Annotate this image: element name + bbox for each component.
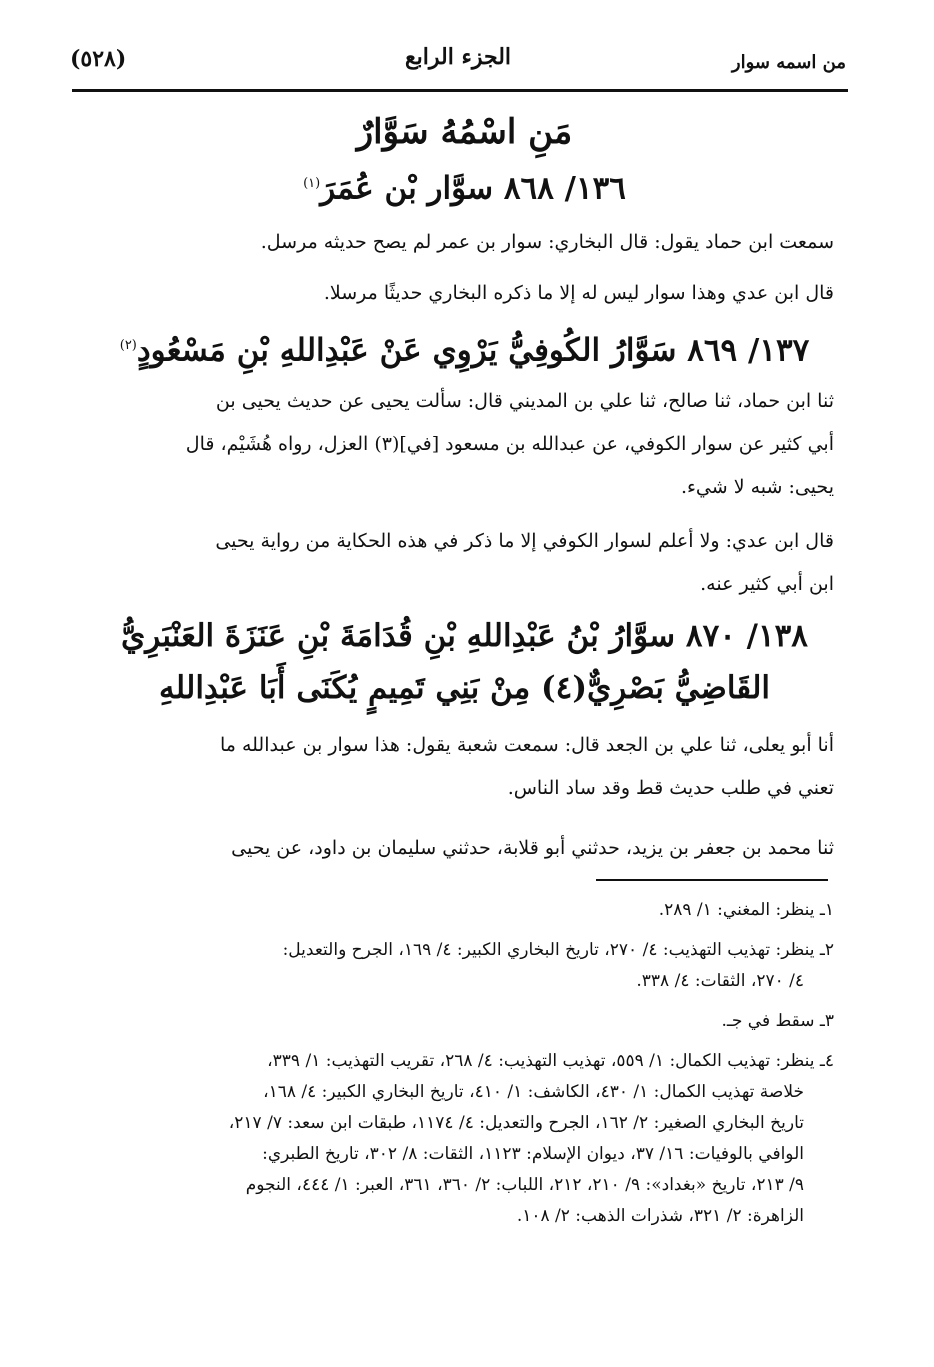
footnote-line: ١ـ ينظر: المغني: ١/ ٢٨٩. — [658, 900, 834, 920]
entry-heading-line: القَاضِيُّ بَصْرِيٌّ(٤) مِنْ بَنِي تَمِيمٍ يُكَنَى أَبَا عَبْدِاللهِ — [158, 670, 771, 706]
footnotes — [92, 895, 834, 1241]
entry-heading-137 — [95, 320, 834, 376]
text-line: ثنا محمد بن جعفر بن يزيد، حدثني أبو قلابة، حدثني سليمان بن داود، عن يحيى — [231, 837, 834, 859]
footnote-line: ٢ـ ينظر: تهذيب التهذيب: ٤/ ٢٧٠، تاريخ البخاري الكبير: ٤/ ١٦٩، الجرح والتعديل: — [282, 940, 834, 960]
text-line: ثنا ابن حماد، ثنا صالح، ثنا علي بن المديني قال: سألت يحيى عن حديث يحيى بن — [215, 390, 834, 412]
footnote-line: ٤ـ ينظر: تهذيب الكمال: ١/ ٥٥٩، تهذيب التهذيب: ٤/ ٢٦٨، تقريب التهذيب: ١/ ٣٣٩، — [267, 1051, 834, 1071]
volume-title: الجزء الرابع — [404, 44, 512, 70]
page-number: (٥٢٨) — [70, 46, 127, 72]
footnote-line: تاريخ البخاري الصغير: ٢/ ١٦٢، الجرح والتعديل: ٤/ ١١٧٤، طبقات ابن سعد: ٧/ ٢١٧، — [228, 1113, 804, 1133]
section-title: من اسمه سوار — [731, 52, 846, 73]
footnote-line: الوافي بالوفيات: ١٦/ ٣٧، ديوان الإسلام: ١١٢٣، الثقات: ٨/ ٣٠٢، تاريخ الطبري: — [262, 1144, 804, 1164]
entry-heading-text: ١٣٧/ ٨٦٩ سَوَّارُ الكُوفِيُّ يَرْوِي عَنْ عَبْدِاللهِ بْنِ مَسْعُودٍ — [136, 332, 810, 369]
footnote-1 — [92, 895, 834, 926]
footnote-4 — [92, 1046, 834, 1232]
footnote-rule — [596, 879, 828, 881]
footnote-line: الزاهرة: ٢/ ٣٢١، شذرات الذهب: ٢/ ١٠٨. — [516, 1206, 804, 1226]
chapter-title: مَنِ اسْمُهُ سَوَّارٌ — [356, 112, 573, 152]
footnote-ref: (٢) — [119, 338, 137, 353]
text-line: يحيى: شبه لا شيء. — [680, 476, 834, 498]
paragraph — [95, 272, 834, 315]
text-line: أبي كثير عن سوار الكوفي، عن عبدالله بن مسعود [في](٣) العزل، رواه هُشَيْم، قال — [185, 433, 834, 455]
text-line: تعني في طلب حديث قط وقد ساد الناس. — [507, 777, 834, 799]
text-line: قال ابن عدي: ولا أعلم لسوار الكوفي إلا ما ذكر في هذه الحكاية من رواية يحيى — [215, 530, 834, 552]
entry-heading-text: ١٣٦/ ٨٦٨ سوَّار بْن عُمَرَ — [320, 170, 626, 207]
paragraph — [95, 827, 834, 870]
paragraph — [95, 520, 834, 606]
footnote-line: ٤/ ٢٧٠، الثقات: ٤/ ٣٣٨. — [636, 971, 804, 991]
footnote-3 — [92, 1006, 834, 1037]
paragraph — [95, 380, 834, 509]
entry-heading-line: ١٣٨/ ٨٧٠ سوَّارُ بْنُ عَبْدِاللهِ بْنِ قُدَامَةَ بْنِ عَنَزَةَ العَنْبَرِيُّ — [121, 618, 808, 654]
footnote-line: خلاصة تهذيب الكمال: ١/ ٤٣٠، الكاشف: ١/ ٤١٠، تاريخ البخاري الكبير: ٤/ ١٦٨، — [263, 1082, 804, 1102]
footnote-line: ٩/ ٢١٣، تاريخ «بغداد»: ٩/ ٢١٠، ٢١٢، اللباب: ٢/ ٣٦٠، ٣٦١، العبر: ١/ ٤٤٤، النجوم — [245, 1175, 804, 1195]
paragraph — [95, 221, 834, 264]
header-rule — [72, 89, 848, 92]
footnote-ref: (١) — [303, 176, 321, 191]
footnote-line: ٣ـ سقط في جـ. — [721, 1011, 834, 1031]
page-header — [70, 40, 846, 90]
text-line: ابن أبي كثير عنه. — [700, 573, 834, 595]
footnote-2 — [92, 935, 834, 997]
text-line: أنا أبو يعلى، ثنا علي بن الجعد قال: سمعت شعبة يقول: هذا سوار بن عبدالله ما — [219, 734, 834, 756]
paragraph — [95, 724, 834, 810]
entry-heading-138 — [95, 610, 834, 714]
text-line: سمعت ابن حماد يقول: قال البخاري: سوار بن عمر لم يصح حديثه مرسل. — [260, 231, 834, 253]
entry-heading-136 — [95, 158, 834, 214]
text-line: قال ابن عدي وهذا سوار ليس له إلا ما ذكره البخاري حديثًا مرسلا. — [323, 282, 834, 304]
